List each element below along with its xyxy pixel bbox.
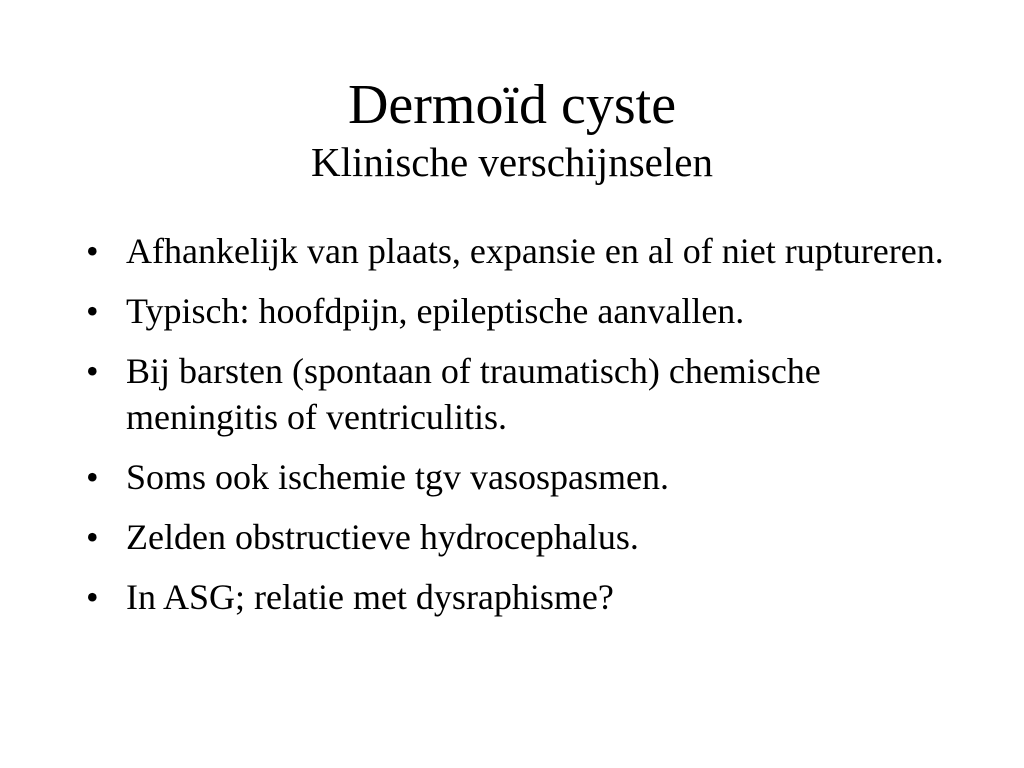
bullet-item	[80, 348, 960, 440]
bullet-icon: •	[86, 291, 99, 331]
bullet-item	[80, 514, 960, 560]
bullet-item	[80, 288, 960, 334]
bullet-icon: •	[86, 231, 99, 271]
bullet-icon: •	[86, 351, 99, 391]
slide-subtitle: Klinische verschijnselen	[311, 139, 713, 185]
bullet-text: In ASG; relatie met dysraphisme?	[126, 577, 614, 617]
bullet-item	[80, 454, 960, 500]
title-block	[0, 72, 1024, 186]
bullet-text: Soms ook ischemie tgv vasospasmen.	[126, 457, 669, 497]
bullet-icon: •	[86, 457, 99, 497]
bullet-text: Bij barsten (spontaan of traumatisch) chemische meningitis of ventriculitis.	[126, 351, 821, 437]
bullet-text: Typisch: hoofdpijn, epileptische aanvallen.	[126, 291, 745, 331]
bullet-icon: •	[86, 517, 99, 557]
bullet-item	[80, 574, 960, 620]
bullet-list	[80, 228, 960, 634]
bullet-text: Zelden obstructieve hydrocephalus.	[126, 517, 639, 557]
bullet-icon: •	[86, 577, 99, 617]
slide-title: Dermoïd cyste	[347, 74, 677, 136]
bullet-text: Afhankelijk van plaats, expansie en al of niet ruptureren.	[126, 231, 944, 271]
bullet-item	[80, 228, 960, 274]
